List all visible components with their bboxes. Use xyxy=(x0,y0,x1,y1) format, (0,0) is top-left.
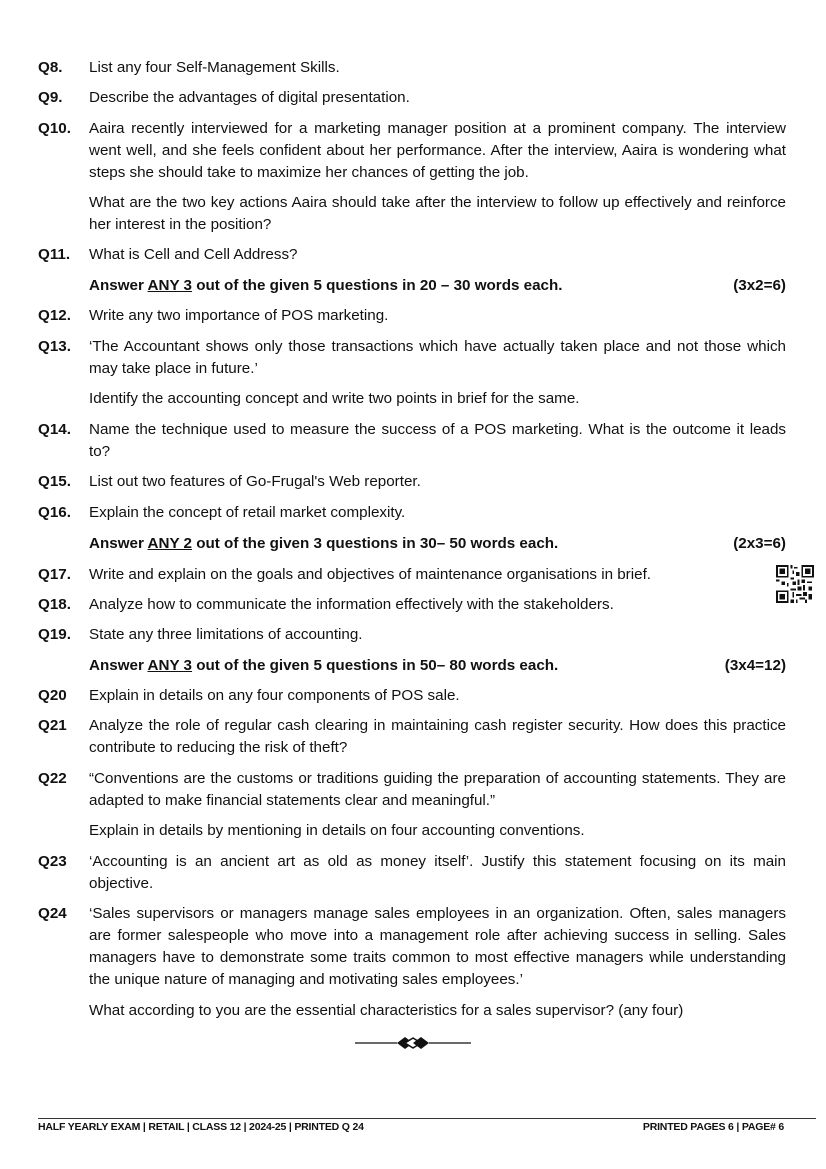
qr-code-icon xyxy=(776,565,814,603)
question-text: What is Cell and Cell Address? xyxy=(89,246,298,263)
question-number: Q19. xyxy=(38,626,71,643)
question-text: ‘The Accountant shows only those transactions which have actually taken place and not those which may take place in future.’ xyxy=(89,338,786,377)
footer-exam-info: HALF YEARLY EXAM | RETAIL | CLASS 12 | 2024-25 | PRINTED Q 24 xyxy=(38,1121,364,1133)
question-number: Q18. xyxy=(38,596,71,613)
section-marks: (3x2=6) xyxy=(733,277,786,294)
question-subtext: Identify the accounting concept and write two points in brief for the same. xyxy=(89,390,580,407)
section-choice: ANY 3 xyxy=(147,657,192,674)
question-number: Q22 xyxy=(38,770,67,787)
section-marks: (2x3=6) xyxy=(733,535,786,552)
question-text: Write and explain on the goals and objectives of maintenance organisations in brief. xyxy=(89,566,652,583)
footer-page-info: PRINTED PAGES 6 | PAGE# 6 xyxy=(642,1121,784,1133)
section-instruction: Answer ANY 2 out of the given 3 questions in 30– 50 words each. (2x3=6) xyxy=(89,533,786,555)
footer-divider xyxy=(38,1118,816,1119)
question-text: Analyze how to communicate the information effectively with the stakeholders. xyxy=(89,596,614,613)
question-number: Q10. xyxy=(38,120,71,137)
question-number: Q9. xyxy=(38,89,63,106)
section-choice: ANY 3 xyxy=(147,277,192,294)
question-subtext: What according to you are the essential characteristics for a sales supervisor? (any four) xyxy=(89,1002,684,1019)
question-number: Q12. xyxy=(38,307,71,324)
question-item xyxy=(38,419,786,463)
question-item xyxy=(38,685,786,707)
question-number: Q21 xyxy=(38,717,67,734)
question-item xyxy=(38,244,786,266)
question-number: Q20 xyxy=(38,687,67,704)
question-number: Q23 xyxy=(38,853,67,870)
question-text: ‘Accounting is an ancient art as old as money itself’. Justify this statement focusing on its main objective. xyxy=(89,853,786,892)
question-text: ‘Sales supervisors or managers manage sales employees in an organization. Often, sales managers are former salespeople who move into a management role after achieving success in selling. Sales managers have to demonstrate some traits common to most effective managers while understanding the unique nature of managing and motivating sales employees.’ xyxy=(89,905,786,988)
question-subtext: Explain in details by mentioning in details on four accounting conventions. xyxy=(89,822,585,839)
page-footer xyxy=(38,1121,784,1133)
question-item xyxy=(38,305,786,327)
question-text: Aaira recently interviewed for a marketing manager position at a prominent company. The interview went well, and she feels confident about her performance. After the interview, Aaira is wondering what steps she should take to maximize her chances of getting the job. xyxy=(89,120,786,181)
question-item xyxy=(38,903,786,991)
question-item xyxy=(38,118,786,184)
question-item xyxy=(38,851,786,895)
question-item xyxy=(38,87,786,109)
question-item xyxy=(38,564,728,586)
question-text: List out two features of Go-Frugal's Web reporter. xyxy=(89,473,421,490)
end-divider-icon xyxy=(355,1036,471,1050)
question-text: Name the technique used to measure the success of a POS marketing. What is the outcome it leads to? xyxy=(89,421,786,460)
question-text: List any four Self-Management Skills. xyxy=(89,59,340,76)
question-item xyxy=(38,594,728,616)
section-instruction: Answer ANY 3 out of the given 5 questions in 50– 80 words each. (3x4=12) xyxy=(89,655,786,677)
question-text: Explain the concept of retail market complexity. xyxy=(89,504,406,521)
question-number: Q16. xyxy=(38,504,71,521)
question-item xyxy=(38,624,786,646)
question-number: Q17. xyxy=(38,566,71,583)
section-choice: ANY 2 xyxy=(147,535,192,552)
question-text: Write any two importance of POS marketing. xyxy=(89,307,389,324)
question-text: Describe the advantages of digital presentation. xyxy=(89,89,410,106)
question-number: Q13. xyxy=(38,338,71,355)
question-text: Analyze the role of regular cash clearing in maintaining cash register security. How does this practice contribute to reducing the risk of theft? xyxy=(89,717,786,756)
question-number: Q11. xyxy=(38,246,71,263)
section-instruction: Answer ANY 3 out of the given 5 questions in 20 – 30 words each. (3x2=6) xyxy=(89,275,786,297)
question-item xyxy=(38,715,786,759)
question-item xyxy=(38,502,786,524)
question-number: Q14. xyxy=(38,421,71,438)
section-marks: (3x4=12) xyxy=(724,657,786,674)
question-number: Q8. xyxy=(38,59,63,76)
question-number: Q24 xyxy=(38,905,67,922)
question-text: “Conventions are the customs or traditions guiding the preparation of accounting statements. They are adapted to make financial statements clear and meaningful.” xyxy=(89,770,786,809)
question-item xyxy=(38,768,786,812)
question-text: State any three limitations of accounting. xyxy=(89,626,363,643)
question-item xyxy=(38,471,786,493)
question-text: Explain in details on any four components of POS sale. xyxy=(89,687,460,704)
question-item xyxy=(38,336,786,380)
question-subtext: What are the two key actions Aaira should take after the interview to follow up effectively and reinforce her interest in the position? xyxy=(89,194,786,233)
question-item xyxy=(38,57,786,79)
question-number: Q15. xyxy=(38,473,71,490)
